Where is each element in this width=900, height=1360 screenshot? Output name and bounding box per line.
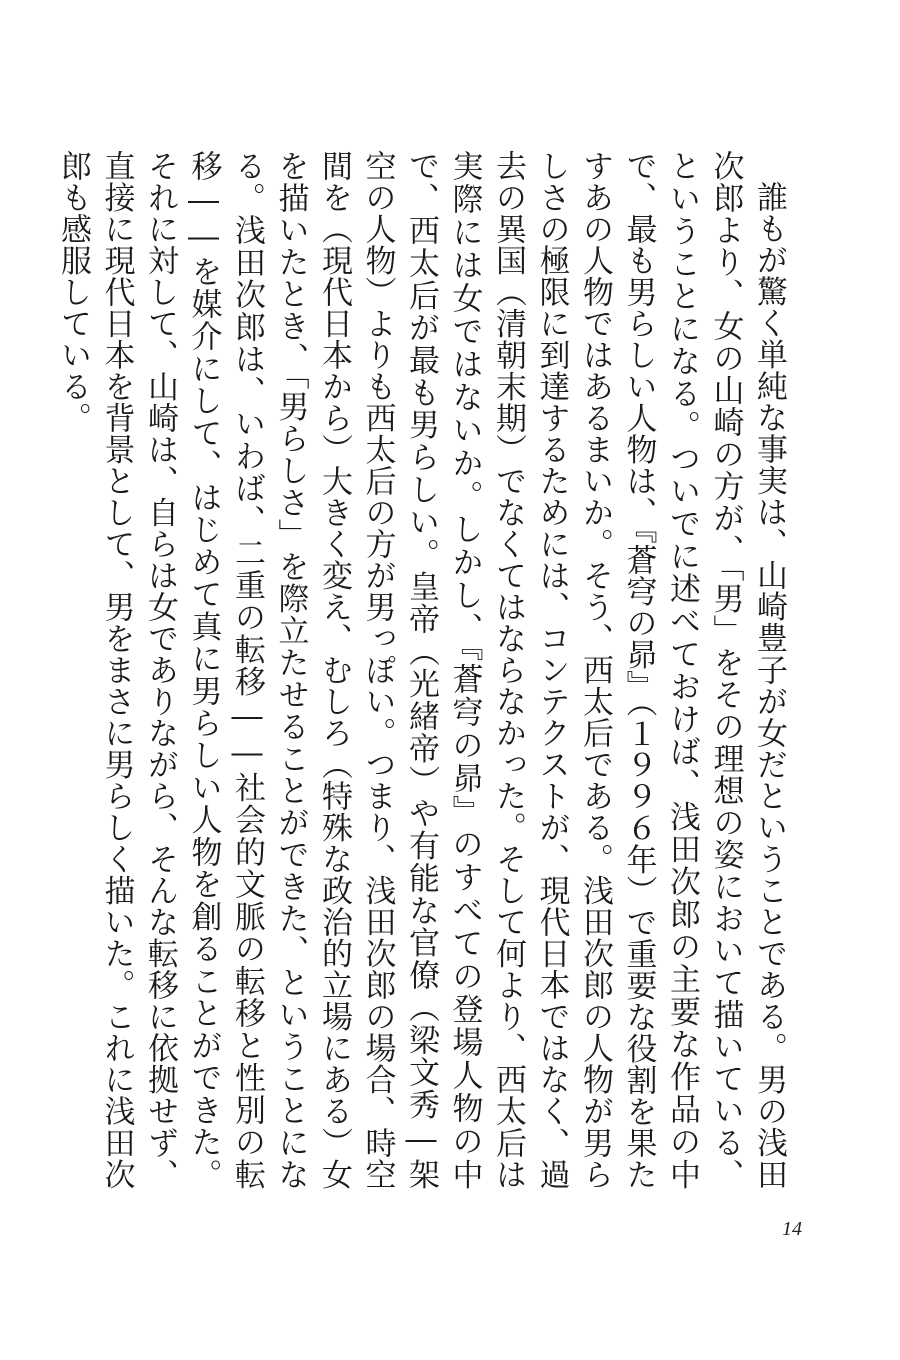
page-number: 14 bbox=[782, 1218, 802, 1240]
section-heading bbox=[0, 194, 51, 1191]
body-paragraph-1: 誰もが驚く単純な事実は、山崎豊子が女だということである。男の浅田次郎より、女の山崎の方が、「男」をその理想の姿において描いている、ということになる。ついでに述べておけば、浅田次郎の主要な作品の中で、最も男らしい人物は、『蒼穹の昴』（１９９６年）で重要な役割を果たすあの人物ではあるまいか。そう、西太后である。浅田次郎の人物が男らしさの極限に到達するためには、コンテクストが、現代日本ではなく、過去の異国（清朝末期）でなくてはならなかった。そして何より、西太后は実際には女ではないか。しかし、『蒼穹の昴』のすべての登場人物の中で、西太后が最も男らしい。皇帝（光緒帝）や有能な官僚（梁文秀―架空の人物）よりも西太后の方が男っぽい。つまり、浅田次郎の場合、時空間を（現代日本から）大きく変え、むしろ（特殊な政治的立場にある）女を描いたとき、「男らしさ」を際立たせることができた、ということになる。浅田次郎は、いわば、二重の転移――社会的文脈の転移と性別の転移――を媒介にして、はじめて真に男らしい人物を創ることができた。それに対して、山崎は、自らは女でありながら、そんな転移に依拠せず、直接に現代日本を背景として、男をまさに男らしく描いた。これに浅田次郎も感服している。 bbox=[55, 150, 787, 1190]
vertical-text-body bbox=[0, 150, 790, 1190]
